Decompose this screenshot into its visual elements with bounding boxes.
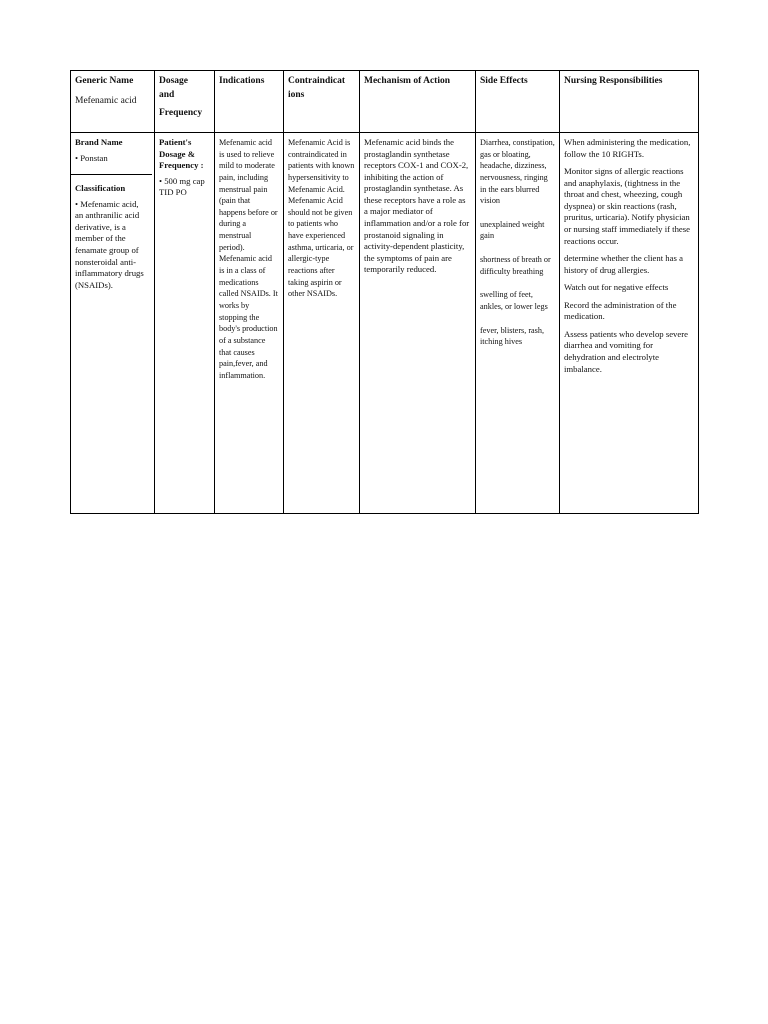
header-dosage: Dosage and Frequency [155,71,215,133]
side-effect-item: swelling of feet, ankles, or lower legs [480,290,548,312]
body-row [71,133,699,514]
header-nursing: Nursing Responsibilities [560,71,699,133]
classification-label: Classification [75,183,126,194]
contraindications-cell: Mefenamic Acid is contraindicated in patients with known hypersensitivity to Mefenamic Acid. Mefenamic Acid should not be given to patients who have experienced asthma, urticaria, or allergic-type reactions after taking aspirin or other NSAIDs. [284,133,360,514]
nursing-cell [560,133,699,514]
nursing-item: Watch out for negative effects [564,282,669,293]
classification-section [75,175,148,291]
generic-name-value: Mefenamic acid [75,95,137,106]
nursing-item: determine whether the client has a history of drug allergies. [564,253,683,275]
brand-name-label: Brand Name [75,137,123,147]
nursing-item: Record the administration of the medication. [564,299,677,322]
side-effects-cell [476,133,560,514]
header-contraindications: Contraindicat ions [284,71,360,133]
nursing-item: When administering the medication, follow the 10 RIGHTs. [564,137,691,159]
patient-dosage-cell [155,133,215,514]
side-effect-item: shortness of breath or difficulty breathing [480,255,551,276]
nursing-item: Monitor signs of allergic reactions and anaphylaxis, (tightness in the throat and chest, wheezing, cough dyspnea) or skin reactions (rash, pruritus, urticaria). Notify physician or nursing staff immediately if these reactions occur. [564,166,691,246]
nursing-item: Assess patients who develop severe diarrhea and vomiting for dehydration and electrolyte imbalance. [564,328,689,374]
side-effect-item: fever, blisters, rash, itching hives [480,325,545,347]
drug-study-table [70,70,699,514]
brand-name-section [75,137,148,174]
header-indications: Indications [215,71,284,133]
indications-cell: Mefenamic acid is used to relieve mild to moderate pain, including menstrual pain (pain that happens before or during a menstrual period). Mefenamic acid is in a class of medications called NSAIDs. It works by stopping the body's production of a substance that causes pain,fever, and inflammation. [215,133,284,514]
brand-name-value: • Ponstan [75,152,108,163]
patient-dosage-value: • 500 mg cap TID PO [159,175,205,198]
header-row [71,71,699,133]
mechanism-cell: Mefenamic acid binds the prostaglandin synthetase receptors COX-1 and COX-2, inhibiting the action of prostaglandin synthetase. As these receptors have a role as a major mediator of inflammation and/or a role for prostanoid signaling in activity-dependent plasticity, the symptoms of pain are temporarily reduced. [360,133,476,514]
header-side-effects: Side Effects [476,71,560,133]
classification-text: • Mefenamic acid, an anthranilic acid derivative, is a member of the fenamate group of nonsteroidal anti-inflammatory drugs (NSAIDs). [75,198,144,290]
header-mechanism: Mechanism of Action [360,71,476,133]
side-effect-item: unexplained weight gain [480,219,545,241]
generic-column-cell [71,133,155,514]
side-effect-item: Diarrhea, constipation, gas or bloating, headache, dizziness, nervousness, ringing in the ears blurred vision [480,138,555,206]
patient-dosage-label: Patient's Dosage & Frequency : [159,137,204,171]
header-generic-name: Generic Name Mefenamic acid [71,71,155,133]
